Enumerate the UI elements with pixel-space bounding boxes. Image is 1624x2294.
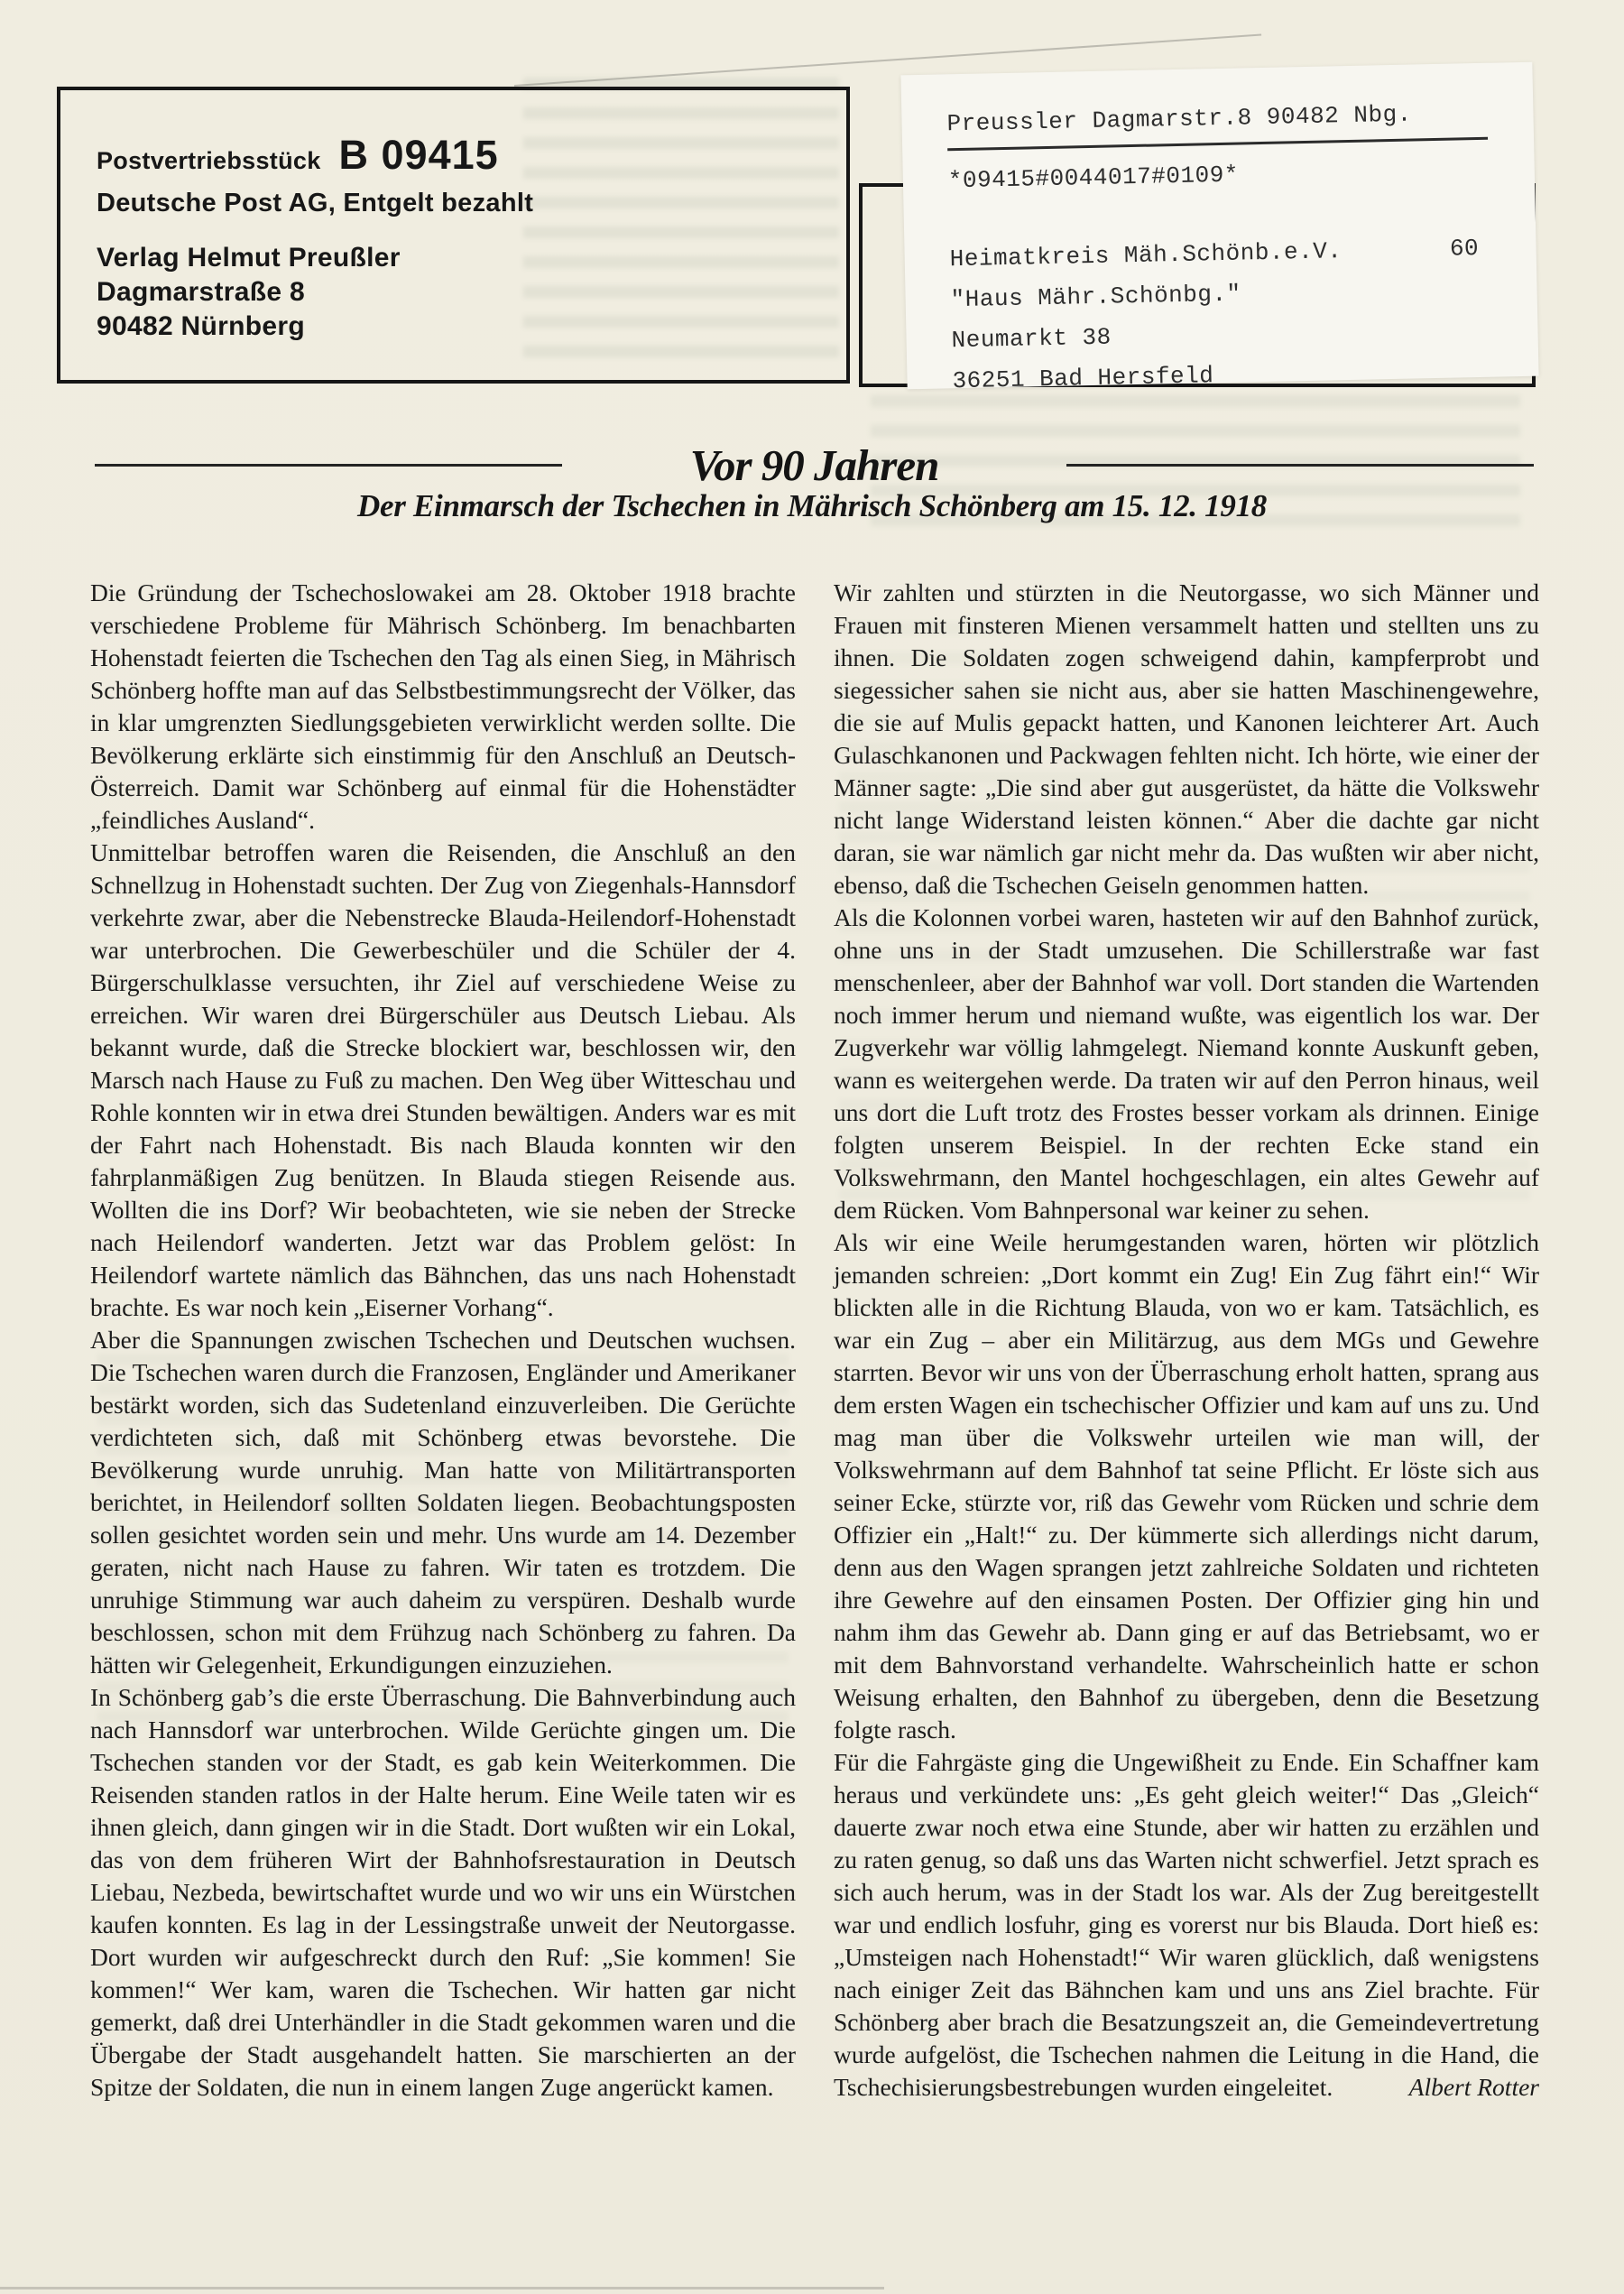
publisher-city: 90482 Nürnberg <box>97 311 305 341</box>
label-sender-line: Preussler Dagmarstr.8 90482 Nbg. <box>946 100 1413 138</box>
publisher-address-block <box>97 241 846 344</box>
paragraph: In Schönberg gab’s die erste Überraschung. Die Bahnverbindung auch nach Hannsdorf war unterbrochen. Wilde Gerüchte gingen um. Die Tschechen standen vor der Stadt, es gab kein Weiterkommen. Die Reisenden standen ratlos in der Halte herum. Eine Weile taten wir es ihnen gleich, dann gingen wir in die Stadt. Dort wußten wir ein Lokal, das von dem früheren Wirt der Bahnhofsrestauration in Deutsch Liebau, Nezbeda, bewirtschaftet wurde und wo wir uns ein Würstchen kaufen konnten. Es lag in der Lessingstraße unweit der Neutorgasse. Dort wurden wir aufgeschreckt durch den Ruf: „Sie kommen! Sie kommen!“ Wer kam, waren die Tschechen. Wir hatten gar nicht gemerkt, daß drei Unterhändler in die Stadt gekommen waren und die Übergabe der Stadt ausgehandelt hatten. Sie marschierten an der Spitze der Soldaten, die nun in einem langen Zuge angerückt kamen. <box>90 1683 796 2101</box>
paragraph: Die Gründung der Tschechoslowakei am 28. Oktober 1918 brachte verschiedene Probleme für Mährisch Schönberg. Im benachbarten Hohenstadt feierten die Tschechen den Tag als einen Sieg, in Mährisch Schönberg hoffte man auf das Selbstbestimmungsrecht der Völker, das in klar umgrenzten Siedlungsgebieten verwirklicht werden sollte. Die Bevölkerung erklärte sich einstimmig für den Anschluß an Deutsch-Österreich. Damit war Schönberg auf einmal für die Hohenstädter „feindliches Ausland“. <box>90 578 796 834</box>
postage-imprint-box <box>57 87 850 384</box>
publisher-name: Verlag Helmut Preußler <box>97 243 401 273</box>
paragraph: Als wir eine Weile herumgestanden waren, hörten wir plötzlich jemanden schreien: „Dort kommt ein Zug! Ein Zug fährt ein!“ Wir blickten alle in die Richtung Blauda, von wo er kam. Tatsächlich, es war ein Zug – aber ein Militärzug, aus dem MGs und Gewehre starrten. Bevor wir uns von der Überraschung erholt hatten, sprang aus dem ersten Wagen ein tschechischer Offizier und kam auf uns zu. Und mag man über die Volkswehr urteilen wie man will, der Volkswehrmann auf dem Bahnhof tat seine Pflicht. Er löste sich aus seiner Ecke, stürzte vor, riß das Gewehr vom Rücken und schrie dem Offizier ein „Halt!“ zu. Der kümmerte sich allerdings nicht darum, denn aus den Wagen sprangen jetzt zahlreiche Soldaten und richteten ihre Gewehre auf den einsamen Posten. Der Offizier ging hin und nahm ihm das Gewehr ab. Dann ging er auf das Betriebsamt, wo er mit dem Bahnvorstand verhandelte. Wahrscheinlich hatte er schon Weisung erhalten, den Bahnhof zu übergeben, denn die Besetzung folgte rasch. <box>834 1228 1539 1744</box>
recipient-address-block <box>949 227 1516 402</box>
mailing-label <box>900 62 1538 395</box>
paragraph: Als die Kolonnen vorbei waren, hasteten wir auf den Bahnhof zurück, ohne uns in der Stadt umzusehen. Die Schillerstraße war fast menschenleer, aber der Bahnhof war voll. Dort standen die Wartenden noch immer herum und niemand wußte, was eigentlich los war. Der Zugverkehr war völlig lahmgelegt. Niemand konnte Auskunft geben, wann es weitergehen werde. Da traten wir auf den Perron hinaus, weil uns dort die Luft trotz des Frostes besser vorkam als drinnen. Einige folgten unserem Beispiel. In der rechten Ecke stand ein Volkswehrmann, den Mantel hochgeschlagen, ein altes Gewehr auf dem Rücken. Vom Bahnpersonal war keiner zu sehen. <box>834 903 1539 1224</box>
publisher-street: Dagmarstraße 8 <box>97 277 305 307</box>
title-rule-left <box>95 464 562 467</box>
title-rule-right <box>1066 464 1534 467</box>
postage-kind-row <box>97 132 846 179</box>
article-column-left <box>90 577 796 2104</box>
scan-bottom-edge <box>0 2287 884 2289</box>
recipient-line: 36251 Bad Hersfeld <box>952 362 1214 395</box>
author-name: Albert Rotter <box>1408 2073 1539 2101</box>
paragraph: Unmittelbar betroffen waren die Reisenden, die Anschluß an den Schnellzug in Hohenstadt suchten. Der Zug von Ziegenhals-Hannsdorf verkehrte zwar, aber die Nebenstrecke Blauda-Heilendorf-Hohenstadt war unterbrochen. Die Gewerbeschüler und die Schüler der 4. Bürgerschulklasse versuchten, ihr Ziel auf verschiedene Weise zu erreichen. Wir waren drei Bürgerschüler aus Deutsch Liebau. Als bekannt wurde, daß die Strecke blockiert war, beschlossen wir, den Marsch nach Hause zu Fuß zu machen. Den Weg über Witteschau und Rohle konnten wir in etwa drei Stunden bewältigen. Anders war es mit der Fahrt nach Hohenstadt. Bis nach Blauda konnten wir den fahrplanmäßigen Zug benützen. In Blauda stiegen Reisende aus. Wollten die ins Dorf? Wir beobachteten, wie sie neben der Strecke nach Heilendorf wanderten. Jetzt war das Problem gelöst: In Heilendorf wartete nämlich das Bähnchen, das uns nach Hohenstadt brachte. Es war noch kein „Eiserner Vorhang“. <box>90 838 796 1321</box>
article-title: Vor 90 Jahren <box>689 440 939 490</box>
recipient-name: Heimatkreis Mäh.Schönb.e.V. <box>949 237 1343 273</box>
postage-paid-note: Deutsche Post AG, Entgelt bezahlt <box>97 189 534 217</box>
article-title-row <box>95 439 1534 491</box>
article-column-right <box>834 577 1539 2104</box>
label-divider-line <box>947 137 1488 152</box>
recipient-line: "Haus Mähr.Schönbg." <box>950 280 1241 314</box>
paragraph: Aber die Spannungen zwischen Tschechen und Deutschen wuchsen. Die Tschechen waren durch die Franzosen, Engländer und Amerikaner bestärkt worden, sich das Sudetenland einzuverleiben. Die Gerüchte verdichteten sich, daß mit Schönberg etwas bevorstehe. Die Bevölkerung wurde unruhig. Man hatte von Militärtransporten berichtet, in Heilendorf sollten Soldaten liegen. Beobachtungsposten sollen gesichtet worden sein und mehr. Uns wurde am 14. Dezember geraten, nicht nach Hause zu fahren. Wir taten es trotzdem. Die unruhige Stimmung war auch daheim zu verspüren. Deshalb wurde beschlossen, schon mit dem Frühzug nach Schönberg zu fahren. Da hätten wir Gelegenheit, Erkundigungen einzuziehen. <box>90 1326 796 1679</box>
paragraph <box>834 1746 1539 2104</box>
article-subtitle: Der Einmarsch der Tschechen in Mährisch Schönberg am 15. 12. 1918 <box>357 488 1267 523</box>
paragraph-text: Für die Fahrgäste ging die Ungewißheit zu Ende. Ein Schaffner kam heraus und verkündete uns: „Es geht gleich weiter!“ Das „Gleich“ dauerte zwar noch etwa eine Stunde, aber wir hatten zu erzählen und zu raten genug, so daß uns das Warten nicht schwerfiel. Jetzt sprach es sich auch herum, was in der Stadt los war. Als der Zug bereitgestellt war und endlich losfuhr, ging es vorerst nur bis Blauda. Dort hieß es: „Umsteigen nach Hohenstadt!“ Wir waren glücklich, daß wenigstens nach einiger Zeit das Bähnchen kam und uns ans Ziel brachte. Für Schönberg aber brach die Besatzungszeit an, die Gemeindevertretung wurde aufgelöst, die Tschechen nahmen die Leitung in die Hand, die Tschechisierungsbestrebungen wurden eingeleitet. <box>834 1748 1539 2101</box>
label-code-line: *09415#0044017#0109* <box>947 161 1240 195</box>
recipient-line: Neumarkt 38 <box>951 323 1112 355</box>
postvertriebsstueck-label: Postvertriebsstück <box>97 147 321 174</box>
paragraph: Wir zahlten und stürzten in die Neutorgasse, wo sich Männer und Frauen mit finsteren Mienen versammelt hatten und stellten uns zu ihnen. Die Soldaten zogen schweigend dahin, kampferprobt und siegessicher sahen sie nicht aus, aber sie hatten Maschinengewehre, die sie auf Mulis gepackt hatten, und Kanonen leichterer Art. Auch Gulaschkanonen und Packwagen fehlten nicht. Ich hörte, wie einer der Männer sagte: „Die sind aber gut ausgerüstet, da hätte die Volkswehr nicht lange Widerstand leisten können.“ Aber die dachte gar nicht daran, sie war nämlich gar nicht mehr da. Das wußten wir aber nicht, ebenso, daß die Tschechen Geiseln genommen hatten. <box>834 578 1539 899</box>
label-copy-number: 60 <box>1449 234 1480 263</box>
postvertriebsstueck-code: B 09415 <box>338 132 499 178</box>
